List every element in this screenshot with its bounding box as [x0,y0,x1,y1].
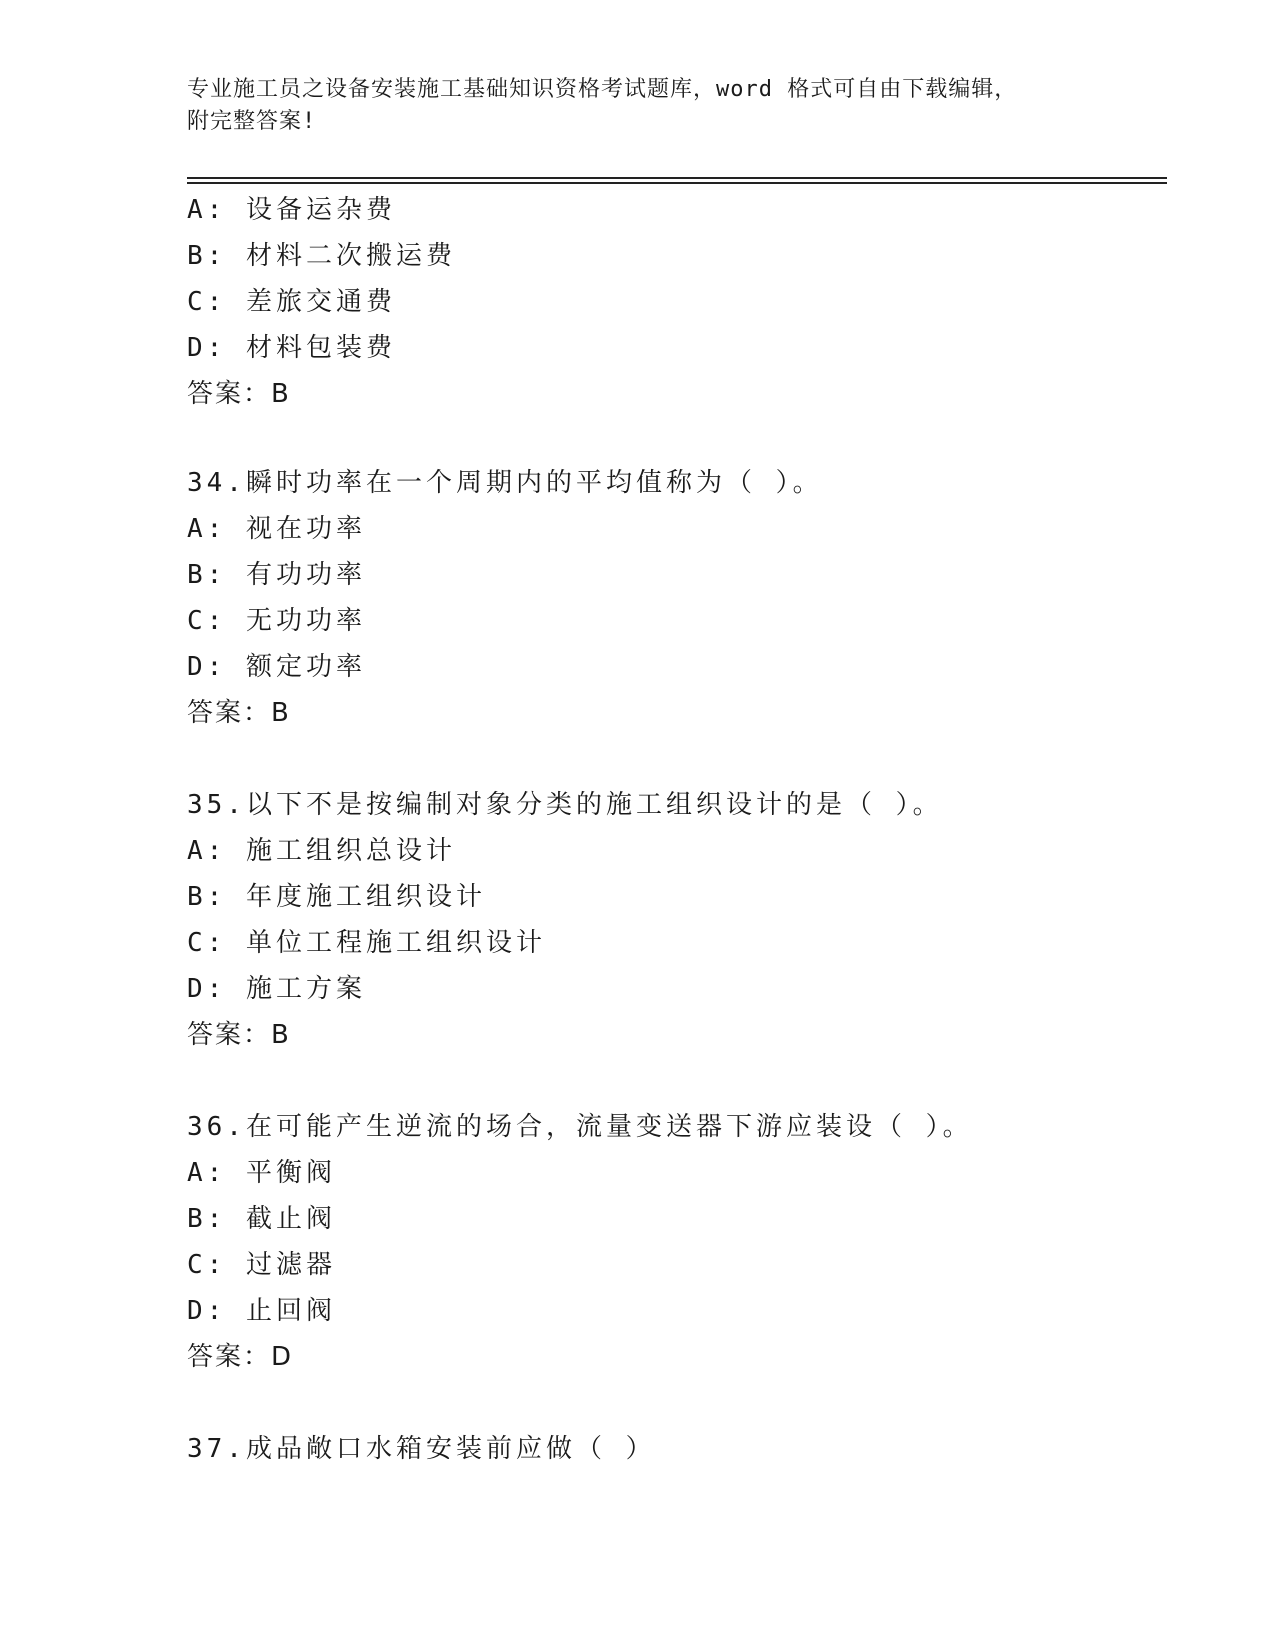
question-36 [187,1104,1167,1380]
question-33 [187,187,1167,417]
header-divider-top [187,177,1167,179]
option-d: D: 额定功率 [187,652,366,682]
option-b: B: 有功功率 [187,560,366,590]
question-text: 36.在可能产生逆流的场合，流量变送器下游应装设（ ）。 [187,1112,973,1142]
option-a: A: 设备运杂费 [187,195,396,225]
option-c: C: 差旅交通费 [187,287,396,317]
header-line-1: 专业施工员之设备安装施工基础知识资格考试题库，word 格式可自由下载编辑， [187,77,1018,102]
header-divider-bottom [187,182,1167,184]
option-b: B: 材料二次搬运费 [187,241,456,271]
answer: 答案：B [187,379,291,409]
question-text: 34.瞬时功率在一个周期内的平均值称为（ ）。 [187,468,823,498]
option-a: A: 施工组织总设计 [187,836,456,866]
option-a: A: 平衡阀 [187,1158,336,1188]
header-line-2: 附完整答案! [187,109,317,134]
answer: 答案：D [187,1342,294,1372]
option-b: B: 年度施工组织设计 [187,882,486,912]
question-34 [187,460,1167,736]
option-b: B: 截止阀 [187,1204,336,1234]
option-c: C: 无功功率 [187,606,366,636]
question-35 [187,782,1167,1058]
answer: 答案：B [187,1020,291,1050]
option-a: A: 视在功率 [187,514,366,544]
document-header [187,74,1167,138]
option-c: C: 过滤器 [187,1250,336,1280]
question-text: 37.成品敞口水箱安装前应做（ ） [187,1434,656,1464]
option-c: C: 单位工程施工组织设计 [187,928,546,958]
option-d: D: 止回阀 [187,1296,336,1326]
option-d: D: 施工方案 [187,974,366,1004]
answer: 答案：B [187,698,291,728]
question-text: 35.以下不是按编制对象分类的施工组织设计的是（ ）。 [187,790,943,820]
question-37 [187,1426,1167,1472]
option-d: D: 材料包装费 [187,333,396,363]
